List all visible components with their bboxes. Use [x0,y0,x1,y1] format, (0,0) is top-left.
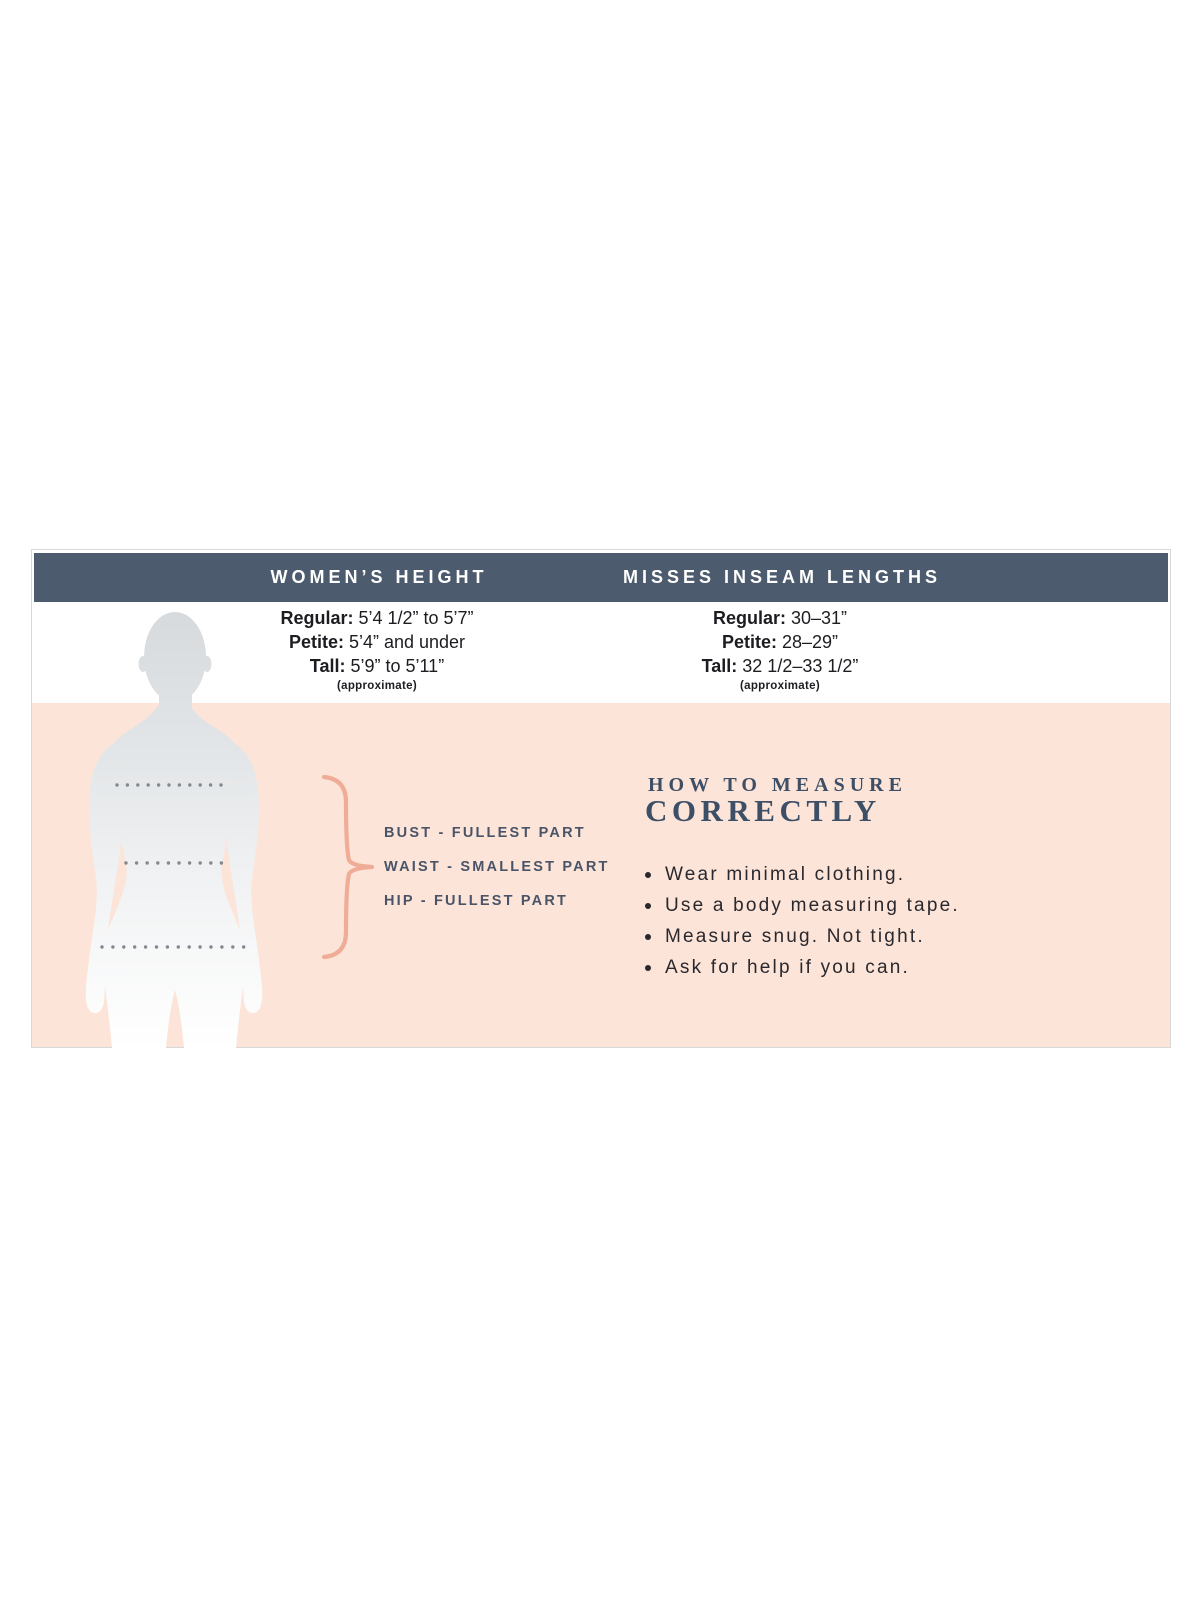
size-guide-header-bar [34,553,1168,602]
silhouette-ear-left [139,656,148,672]
row-value: 30–31” [790,608,848,628]
bullet-text: Wear minimal clothing. [665,863,906,885]
bullet-dot-icon [645,903,651,909]
row-label: Petite: [288,632,344,652]
row-value: 32 1/2–33 1/2” [742,656,859,676]
row-label: Tall: [309,656,346,676]
misses-inseam-column [580,606,980,694]
inseam-row [580,630,980,654]
howto-bullet-item [645,921,960,952]
row-value: 5’9” to 5’11” [350,656,445,676]
measure-label-bust: BUST - FULLEST PART [384,825,586,841]
row-label: Tall: [701,656,738,676]
header-title-misses-inseam: MISSES INSEAM LENGTHS [622,567,942,587]
woman-silhouette-graphic [40,600,310,1048]
row-label: Regular: [280,608,354,628]
bullet-text: Measure snug. Not tight. [665,925,925,947]
bullet-dot-icon [645,872,651,878]
bullet-text: Ask for help if you can. [665,956,911,978]
approximate-note: (approximate) [740,680,820,692]
howto-bullet-list [645,859,960,983]
row-label: Petite: [721,632,777,652]
bullet-dot-icon [645,934,651,940]
howto-bullet-item [645,859,960,890]
curly-brace-icon [320,772,380,962]
silhouette-ear-right [203,656,212,672]
size-guide-block [31,549,1171,1048]
howto-bullet-item [645,890,960,921]
approximate-note: (approximate) [337,680,417,692]
bullet-text: Use a body measuring tape. [665,894,960,916]
inseam-row [580,654,980,678]
row-value: 28–29” [781,632,839,652]
row-label: Regular: [712,608,786,628]
row-value: 5’4 1/2” to 5’7” [358,608,474,628]
header-title-womens-height: WOMEN’S HEIGHT [270,567,488,587]
measure-label-waist: WAIST - SMALLEST PART [384,859,610,875]
row-value: 5’4” and under [348,632,466,652]
bullet-dot-icon [645,965,651,971]
howto-title-line2: CORRECTLY [645,793,881,828]
howto-bullet-item [645,952,960,983]
inseam-row [580,606,980,630]
measure-label-hip: HIP - FULLEST PART [384,893,569,909]
howto-title-line1: HOW TO MEASURE [648,774,907,796]
silhouette-torso [102,705,246,1048]
